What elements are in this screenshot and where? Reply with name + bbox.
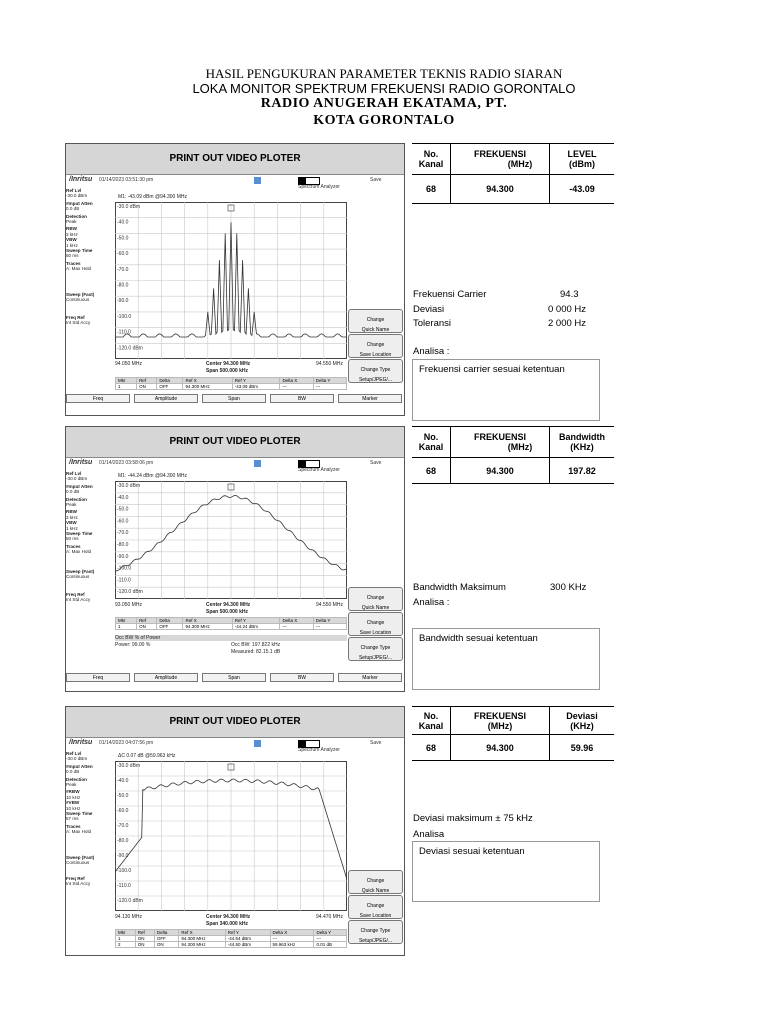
- report-title-line2: LOKA MONITOR SPEKTRUM FREKUENSI RADIO GORONTALO: [192, 81, 576, 96]
- save-location-button[interactable]: Change Save Location: [348, 895, 403, 919]
- y-tick-label: -40.0: [117, 778, 129, 784]
- analisa-label: Analisa: [413, 829, 445, 840]
- y-tick-label: -40.0: [117, 494, 129, 501]
- toleransi-label: Toleransi: [413, 318, 452, 329]
- save-location-button[interactable]: Change Save Location: [348, 334, 403, 358]
- table-row: 1 ON OFF 94.300 MHz -43.09 dBm --- ---: [116, 384, 347, 390]
- bottom-menu: [66, 673, 404, 683]
- y-tick-label: -100.0: [117, 313, 132, 320]
- marker-table: Mkr Ref Delta Ref X Ref Y Delta X Delta Y 1 ON OFF 94.300 MHz -44.54 dBm --- --- 2 ON ON 94.300 MHz -44.50 dBm 59.963 kHz 0.01 dB: [115, 929, 347, 948]
- city-name: KOTA GORONTALO: [313, 113, 455, 128]
- y-tick-label: -30.0 dBm: [117, 763, 141, 769]
- deviasi-value: 0 000 Hz: [548, 304, 587, 315]
- spectrum-plot: [115, 761, 347, 911]
- col-header-level: LEVEL (dBm): [550, 144, 615, 175]
- y-tick-label: -50.0: [117, 506, 129, 513]
- panel-title: PRINT OUT VIDEO PLOTER: [66, 707, 404, 738]
- col-header-freq: FREKUENSI (MHz): [451, 707, 550, 735]
- bandwidth-table: [412, 426, 614, 484]
- gps-icon: [254, 460, 261, 467]
- level-table: [412, 143, 614, 204]
- carrier-value: 94.3: [560, 289, 579, 300]
- freq-button[interactable]: Freq: [66, 673, 130, 682]
- settings-sidebar: Ref Lvl -30.0 dBm #Input Atten 0.0 dB Detection Peak #RBW 10 kHz #VBW 10 kHz Sweep Time 57 ms Traces A: Max Hold Sweep (Fast) Continuous Freq Ref Int Std Accy: [66, 751, 95, 886]
- span: Span 500.000 kHz: [206, 609, 248, 615]
- table-row: 68 94.300 197.82: [412, 458, 614, 484]
- mode-label: Spectrum Analyzer: [298, 467, 340, 473]
- dev-max-label: Deviasi maksimum ± 75 kHz: [413, 813, 533, 824]
- y-tick-label: -50.0: [117, 793, 129, 799]
- spectrum-plot: [115, 481, 347, 599]
- stop-freq: 94.470 MHz: [316, 914, 343, 920]
- settings-sidebar: Ref Lvl -30.0 dBm #Input Atten 0.0 dB Detection Peak RBW 3 kHz VBW 1 kHz Sweep Time 50 ms Traces A: Max Hold Sweep (Fast) Continuous Freq Ref Int Std Accy: [66, 471, 95, 602]
- col-header-freq: FREKUENSI (MHz): [451, 144, 550, 175]
- save-menu-title: Save: [370, 177, 382, 183]
- span-button[interactable]: Span: [202, 673, 266, 682]
- col-header-deviasi: Deviasi (KHz): [550, 707, 615, 735]
- timestamp: 01/14/2023 03:58:06 pm: [99, 460, 154, 466]
- quick-name-button[interactable]: Change Quick Name: [348, 870, 403, 894]
- table-row: 1 ON OFF 94.300 MHz -44.24 dBm --- ---: [116, 624, 347, 630]
- y-tick-label: -110.0: [117, 329, 131, 336]
- y-tick-label: -90.0: [117, 553, 129, 560]
- bottom-menu: [66, 394, 404, 404]
- y-tick-label: -60.0: [117, 518, 129, 525]
- y-tick-label: -90.0: [117, 298, 129, 305]
- occ-bw-title: Occ BW % of Power: [115, 635, 347, 641]
- marker-readout: M1: -43.09 dBm @94.300 MHz: [118, 194, 187, 200]
- table-row: 68 94.300 -43.09: [412, 175, 614, 204]
- stop-freq: 94.550 MHz: [316, 361, 343, 367]
- y-tick-label: -30.0 dBm: [117, 483, 141, 489]
- anritsu-logo: /Inritsu: [69, 739, 93, 746]
- spectrum-panel-deviation: [65, 706, 405, 956]
- save-menu-title: Save: [370, 740, 382, 746]
- center-freq: Center 94.300 MHz: [206, 602, 251, 608]
- analisa-result-box: Bandwidth sesuai ketentuan: [412, 628, 600, 690]
- gps-icon: [254, 740, 261, 747]
- station-name: RADIO ANUGERAH EKATAMA, PT.: [260, 96, 508, 111]
- center-freq: Center 94.300 MHz: [206, 914, 251, 920]
- occ-power: Power: 99.00 %: [115, 642, 151, 648]
- quick-name-button[interactable]: Change Quick Name: [348, 309, 403, 333]
- change-type-button[interactable]: Change Type Setup/JPEG/...: [348, 359, 403, 383]
- panel-title: PRINT OUT VIDEO PLOTER: [66, 427, 404, 458]
- spectrum-panel-bandwidth: [65, 426, 405, 692]
- table-row: 68 94.300 59.96: [412, 735, 614, 761]
- settings-sidebar: Ref Lvl -30.0 dBm #Input Atten 0.0 dB Detection Peak RBW 3 kHz VBW 1 kHz Sweep Time 50 ms Traces A: Max Hold Sweep (Fast) Continuous Freq Ref Int Std Accy: [66, 188, 95, 325]
- y-tick-label: -50.0: [117, 235, 129, 242]
- bw-button[interactable]: BW: [270, 673, 334, 682]
- stop-freq: 94.550 MHz: [316, 602, 343, 608]
- marker-readout: M1: -44.24 dBm @94.300 MHz: [118, 473, 187, 479]
- col-header-kanal: No. Kanal: [412, 427, 451, 458]
- quick-name-button[interactable]: Change Quick Name: [348, 587, 403, 611]
- analisa-result-box: Deviasi sesuai ketentuan: [412, 841, 600, 902]
- change-type-button[interactable]: Change Type Setup/JPEG/...: [348, 637, 403, 661]
- span: Span 340.000 kHz: [206, 921, 248, 927]
- col-header-kanal: No. Kanal: [412, 707, 451, 735]
- y-tick-label: -100.0: [117, 565, 132, 572]
- deviasi-label: Deviasi: [413, 304, 445, 315]
- y-tick-label: -90.0: [117, 853, 129, 859]
- carrier-label: Frekuensi Carrier: [413, 289, 487, 300]
- spectrum-plot: [115, 202, 347, 359]
- y-tick-label: -30.0 dBm: [117, 204, 141, 210]
- y-tick-label: -70.0: [117, 530, 129, 537]
- timestamp: 01/14/2023 03:51:30 pm: [99, 177, 154, 183]
- analisa-label: Analisa :: [413, 346, 450, 357]
- analisa-label: Analisa :: [413, 597, 450, 608]
- gps-icon: [254, 177, 261, 184]
- change-type-button[interactable]: Change Type Setup/JPEG/...: [348, 920, 403, 944]
- span-button[interactable]: Span: [202, 394, 266, 403]
- deviation-table: [412, 706, 614, 761]
- col-header-bandwidth: Bandwidth (KHz): [550, 427, 615, 458]
- y-tick-label: -70.0: [117, 823, 129, 829]
- y-tick-label: -110.0: [117, 883, 131, 889]
- bw-max-label: Bandwidth Maksimum: [413, 582, 506, 593]
- bw-max-value: 300 KHz: [550, 582, 587, 593]
- table-row: 1 ON OFF 94.300 MHz -44.54 dBm --- ---: [116, 936, 347, 942]
- start-freq: 94.130 MHz: [115, 914, 142, 920]
- marker-table: Mkr Ref Delta Ref X Ref Y Delta X Delta Y 1 ON OFF 94.300 MHz -44.24 dBm --- ---: [115, 617, 347, 630]
- toleransi-value: 2 000 Hz: [548, 318, 587, 329]
- y-tick-label: -120.0 dBm: [117, 345, 143, 352]
- y-tick-label: -110.0: [117, 577, 131, 584]
- save-location-button[interactable]: Change Save Location: [348, 612, 403, 636]
- y-tick-label: -120.0 dBm: [117, 589, 143, 596]
- freq-button[interactable]: Freq: [66, 394, 130, 403]
- mode-label: Spectrum Analyzer: [298, 747, 340, 753]
- span: Span 500.000 kHz: [206, 368, 248, 374]
- spectrum-panel-level: [65, 143, 405, 416]
- marker-table: Mkr Ref Delta Ref X Ref Y Delta X Delta Y 1 ON OFF 94.300 MHz -43.09 dBm --- ---: [115, 377, 347, 390]
- y-tick-label: -80.0: [117, 282, 129, 289]
- marker-button[interactable]: Marker: [338, 394, 402, 403]
- table-row: 2 ON ON 94.300 MHz -44.50 dBm 59.963 kHz 0.01 dB: [116, 942, 347, 948]
- bw-button[interactable]: BW: [270, 394, 334, 403]
- marker-readout: ΔC 0.07 dB @59.963 kHz: [118, 753, 176, 759]
- amplitude-button[interactable]: Amplitude: [134, 394, 198, 403]
- y-tick-label: -70.0: [117, 266, 129, 273]
- report-title-line1: HASIL PENGUKURAN PARAMETER TEKNIS RADIO SIARAN: [205, 66, 563, 81]
- anritsu-logo: /Inritsu: [69, 176, 93, 183]
- y-tick-label: -60.0: [117, 251, 129, 258]
- amplitude-button[interactable]: Amplitude: [134, 673, 198, 682]
- col-header-kanal: No. Kanal: [412, 144, 451, 175]
- col-header-freq: FREKUENSI (MHz): [451, 427, 550, 458]
- occ-measured: Measured: 82.15.1 dB: [231, 649, 281, 655]
- start-freq: 94.050 MHz: [115, 361, 142, 367]
- start-freq: 93.050 MHz: [115, 602, 142, 608]
- y-tick-label: -80.0: [117, 542, 129, 548]
- analisa-result-box: Frekuensi carrier sesuai ketentuan: [412, 359, 600, 421]
- timestamp: 01/14/2023 04:07:56 pm: [99, 740, 154, 746]
- panel-title: PRINT OUT VIDEO PLOTER: [66, 144, 404, 175]
- y-tick-label: -80.0: [117, 838, 129, 844]
- y-tick-label: -120.0 dBm: [117, 898, 143, 904]
- y-tick-label: -100.0: [117, 868, 132, 874]
- center-freq: Center 94.300 MHz: [206, 361, 251, 367]
- save-menu-title: Save: [370, 460, 382, 466]
- anritsu-logo: /Inritsu: [69, 459, 93, 466]
- y-tick-label: -60.0: [117, 808, 129, 814]
- mode-label: Spectrum Analyzer: [298, 184, 340, 190]
- occ-bw-value: Occ BW: 197.822 kHz: [231, 642, 281, 648]
- marker-button[interactable]: Marker: [338, 673, 402, 682]
- y-tick-label: -40.0: [117, 219, 129, 226]
